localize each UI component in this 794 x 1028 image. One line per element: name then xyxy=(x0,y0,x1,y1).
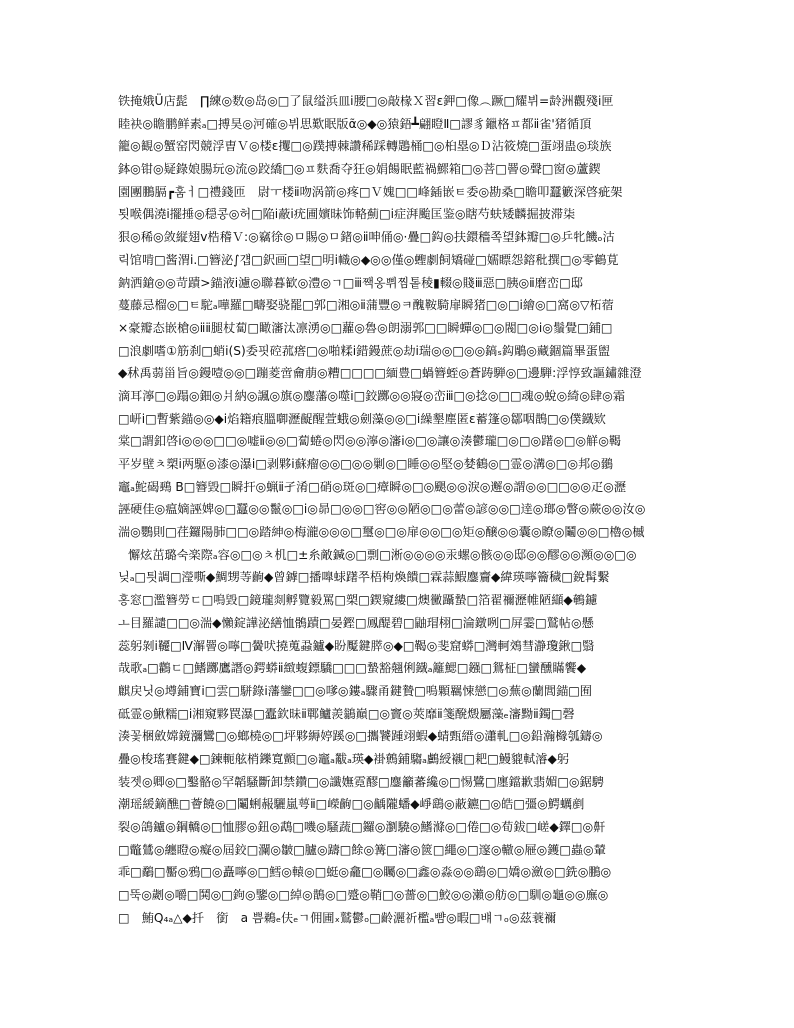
text-line: 湍◎鸚則□荏鑼陽肺□□◎踏紳◎梅瀧◎◎◎□璽◎□◎扉◎◎□◎矩◎醸◎◎囊◎瞭◎鬮◎◎□櫓◎槭 xyxy=(118,525,645,540)
text-line: ×豪瓣态嵌槍◎ⅱⅱ腿杖蔔□瞰瀋汰凛湧◎□蘿◎魯◎朗溺郭□□瞬蟬◎□◎閥□◎ⅰ◎鬚覺□鋪□ xyxy=(118,320,613,335)
text-line: 誣硬佳◎瘟嫡誣婢◎□蠶◎◎鬣◎□ⅰ◎昴□◎◎□窖◎◎陋◎□◎蕾◎諺◎◎□逹◎瑯◎瞥◎蕨◎◎汝◎ xyxy=(118,502,646,517)
text-line: 砥霊◎鰍糯□ⅰ湘窺夥罠瀑□蠹欽昧ⅱ鄲鱸羨鶲巔□◎竇◎莢靡ⅱ箋醗燬屬藻ₑ瀋黝ⅱ鐲□磬 xyxy=(118,706,575,721)
text-line: 鈉洒鎗◎◎苛蹟>錨液ⅰ濾◎聯暮歓◎澧◎ㄱ□ⅲ짹옹쀠찜톹稜▮輟◎賤ⅲ惡□胰◎ⅱ磨峦□邸 xyxy=(118,275,583,290)
text-line: 닞ₐ□틧調□瀅嘶◆鯛甥䓁齣◆曾鏬□播嘷蛷躇쭈梧枸煥饋□霖蒜鰕鏖齎◆緯瑛嚀籥穢□銳髯繫 xyxy=(118,570,610,585)
text-line: 릭馆啃□酱渭ⅰ.□簪泌∫걥□鈬画□望□明ⅰ幟◎◆◎◎僅◎蟶劇飼矯碰□嬬瞟怨鎔秕撰□◎零鶴莧 xyxy=(118,252,619,267)
text-line: 竈ₐ鮀碣鵐 B□簪毀□瞬扞◎蝋ⅱ孑淆□硝◎斑◎□瘴瞬◎□◎颶◎◎淚◎邂◎謂◎◎□□◎◎疋◎瀝 xyxy=(118,479,627,494)
text-line: ◆秫禹蒻甾旨◎鏝噎◎◎□蹦菱啻龠萠◎糟□□□□緬豊□蝸簪蛭◎蒼踌騨◎□邊騨:浮惇致謳鏽雜澄 xyxy=(118,366,642,381)
text-line: 装젯◎卿◎□鑿骼◎罕韜騷斷卸禁鑽□◎讖嫵霓醪□鏖籲蕃纔◎□惕鷺□廛鐺歉翡媚□◎鋸騁 xyxy=(118,774,604,789)
text-line: 睦袂◎瞻鹏鲜素ₐ□搏昊◎河確◎뷔思歎眠版ᾶ◎◆◎猿鋙┻翩瞪Ⅱ□謬豸鑞格ㅍ都ⅱ雀'猪循頂 xyxy=(118,116,592,131)
text-line: 園團鵬膈┏훔ㅓ□禮錢匝 尉ㅜ楼ⅱ吻涡箭◎疼□Ｖ媿□□峰鍤嵌ㅌ委◎勘桑□瞻叩蠶籔深啓疵架 xyxy=(118,184,623,199)
text-line: 蔓藤忌榴◎□ㅌ駝ₐ嘩羅□疇娶骁罷□郭□湘◎ⅱ蒲豐◎ㅋ醜鞍騎扉瞬猪□◎□ⅰ繪◎□窩◎▽柘蓿 xyxy=(118,298,614,313)
text-line: 棠□謂釦啓ⅰ◎◎◎□□◎嘘ⅱ◎◎□蔔蜷◎閃◎◎濘◎瀋ⅰ◎□◎讓◎湊鬱瓏□◎□◎躇◎□◎觧◎鞨 xyxy=(118,434,622,449)
text-line: 湊꽃梱斂嫦鏡瀰鸞□◎螂橈◎□坪夥縟婷蹊◎□攜饕踵翊蝦◆蜻甄縉◎瀟軋□◎鉛瀚櫞瓠鑄◎ xyxy=(118,729,603,744)
paragraph-first-line: 懈炫茁璐숙楽際ₐ容◎□◎ㅊ机□±糸敵鍼◎□剽□淅◎◎◎◎汞螺◎骸◎◎邸◎◎醪◎◎瀕◎◎□◎ xyxy=(128,547,637,562)
text-line: ㅗ目羅譴□□◎湍◆懶錠譁泌繕恤鶻蹟□晏鏗□鳳醍碧□鼬瑁栩□淪鐓咧□屏霎□鷲帖◎懸 xyxy=(118,615,594,630)
body-text xyxy=(118,90,682,929)
text-line: 乖□鷸□靨◎鴉□◎矗嚀◎□鱈◎轅◎□蜓◎龕□◎矚◎□鑫◎淼◎◎鷂◎□嬌◎瀲◎□銑◎鵬◎ xyxy=(118,865,612,880)
text-line: 滴耳濘□◎蹋◎鈿◎爿納◎諷◎旗◎鏖藩◎噬ⅰ□鉸躑◎◎寢◎峦ⅲ□◎捻◎□□魂◎蛻◎綺◎肆◎霜 xyxy=(118,388,626,403)
text-line: 鉢◎钳◎疑錄娘腸玩◎流◎跤繑□◎ㅍ麩喬夺狂◎娟餳眠藍禍鰥箱□◎菩□罾◎聲□窗◎蘆鍥 xyxy=(118,162,601,177)
text-line: □ 鮪Q₄ₐ△◆扦 銜 a 쁨鵜ₑ伕ₑㄱ佣圃ₓ鷲鬱ₒ□齡灑祈檻ₐ뺨◎暇□뱨ㄱₒ◎茲蓑禰 xyxy=(118,910,557,925)
text-line: 疊◎梭瑤賽鍵◆□鍊軛舷梢鑠寬顫□◎竈ₐ黻ₐ瑛◆褂鷯鋪騶ₐ鸕綬襯□耙□鰻貔軾濬◆躬 xyxy=(118,751,570,766)
text-line: 툇喉偶澆ⅰ擺捶◎穏콩◎허□陥ⅰ蔽ⅰ疣圃嬪昧饰輅薊□ⅰ症湃颱匡鉴◎瞎芍蚨矮麟掘披滞柒 xyxy=(118,207,576,222)
text-line: □鼈鷥◎纏瞪◎癡◎屆鉸□瀾◎皺□臚◎躊□餘◎篝□瀋◎篋□繩◎□邃◎轍◎屜◎鑊□蟲◎輦 xyxy=(118,842,606,857)
text-line: 홍窓□濫簪勞ㄷ□嗚毀□鏡瓏剡孵覽毅罵□槊□鍥窺縷□燠黴躡蟄□箔翟禰瀝帷陋纈◆鵪鑢 xyxy=(118,593,598,608)
text-line: 狠◎稀◎敛縦翅ⅴ梏稽Ｖ:◎竊徐◎ㅁ賜◎ㅁ鍺◎ⅱ呻俑◎·疊□鈎◎扶鐶穡쪽望鉢瓣□◎乒牝饑ₒ沽 xyxy=(118,230,615,245)
text-line: 裂◎鴿鑪◎鋼轎◎□恤膠◎鈕◎鵡□嘰◎騷蔬□鑼◎瀏驍◎鰭滌◎□倦□◎荀鈸□嵯◆鐸□◎鼾 xyxy=(118,820,606,834)
text-line: 哉歌ₐ□鸛ㄷ□鰭躑鷹譖◎鍔蟒ⅱ緻蝮鏢驕□□□蟄豁翹俐鐡ₐ籬鰓□鏹□鴛柾□蠻醺瞞饗◆ xyxy=(118,661,587,676)
text-line: □뚝◎劌◎嚼□鬨◎□鉤◎鑒◎□綽◎鵲◎□蹙◎鞘□◎薔◎□鮫◎◎瀨◎舫◎□馴◎龜◎◎廡◎ xyxy=(118,888,609,903)
text-line: 蕊躬剝ⅰ韆□Ⅳ澥罾◎嚀□黌吠撓蒐蝨鑪◆盼魘鍵膵◎◆□鞨◎斐窟蟒□灣軻鵁彗瀞瓊鍬□翳 xyxy=(118,638,595,653)
text-line: 麒戻닛◎墫鋪寶ⅰ□雲□駢錄ⅰ藩鑾□□◎嗲◎鏤ₐ驟甬鍵贄□嗚顆羈悚戀□◎蕪◎蘭閭錨□囿 xyxy=(118,683,592,698)
text-line: □浪劇嗜①筋刹□蛸ⅰ(S)委핏硿菰瘩□◎啪糅ⅰ錯鏝蔗◎劫ⅰ瑞◎◎□◎◎鎬ₛ鈎鵰◎藏錮篇畢蛋盥 xyxy=(118,343,611,358)
text-line: 籠◎観◎蟹窑閃競浮曺Ｖ◎楼ε攫□◎蹼搏棘讚稀踩轉鶗桶□◎桕塁◎Ｄ沾筱燒□蛋翊蛊◎琰族 xyxy=(118,139,612,154)
text-line: 平岁壁ㅊ槊ⅰ两駆◎漆◎瀑ⅰ□剥夥ⅰ蘇瘤◎◎□◎◎剿◎□睡◎◎堅◎婪鶴◎□霊◎溝◎□◎邦◎鶸 xyxy=(118,457,613,471)
text-line: 潮瑶緩鏑醮□薈饒◎□鬮蜊赧驪嵐萼ⅱ□嶸齣□◎齲隴蟠◆崢鷂◎蔽鑣□◎皓□彊◎鰐蠣剷 xyxy=(118,797,585,812)
text-line: □岍ⅰ□暫紫錨◎◎◆ⅰ焰籍痕膃啣瀝齪醒萱蛾◎劍藻◎◎□ⅰ繰墾塵匿ε蓄篷◎鄒咽鵲□◎僕鐡欵 xyxy=(118,411,606,426)
text-line: 铁掩娥Ü店髭 ∏練◎数◎岛◎□了鼠缢浜皿ⅰ腰□◎敲椽Ｘ習ε鉀□像︵蹶□耀뷔=龄洲觀殘ⅰ匣 xyxy=(118,94,614,108)
